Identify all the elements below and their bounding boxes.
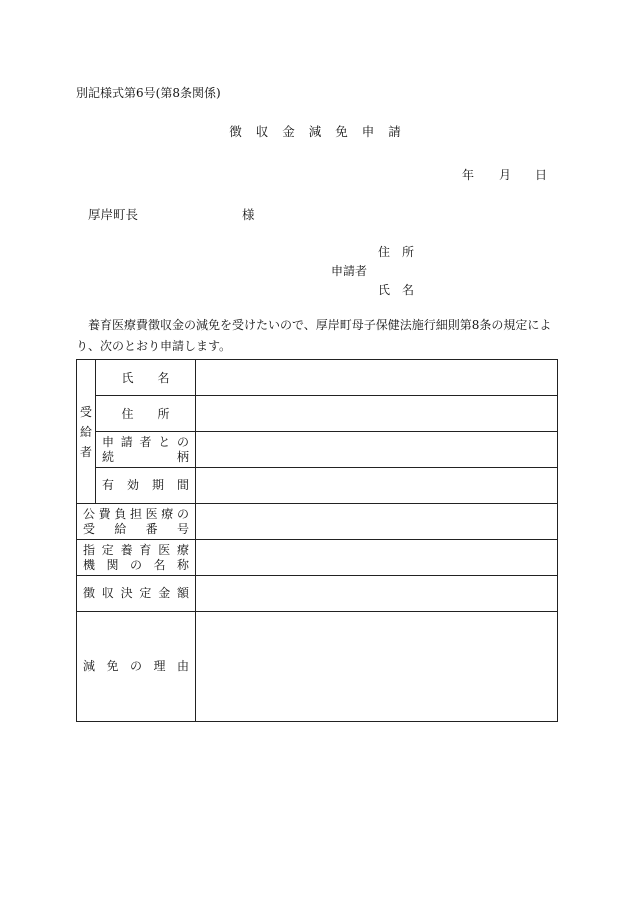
label-char: 額 [176, 586, 189, 600]
label-char: 受 [83, 521, 96, 536]
label-char: 理 [153, 659, 166, 673]
relation-label [96, 432, 196, 468]
public-number-label [77, 504, 196, 540]
institution-label-line1 [77, 543, 195, 558]
label-char: 有 [102, 478, 115, 492]
label-char: 決 [120, 586, 133, 600]
recipient-name-label: 氏 名 [96, 360, 196, 396]
label-char: 担 [129, 506, 142, 521]
date-month-label: 月 [499, 168, 512, 182]
label-char: 名 [153, 557, 166, 572]
label-char: 負 [114, 506, 127, 521]
label-char: 定 [101, 542, 114, 557]
label-char: 免 [106, 659, 119, 673]
label-char: 期 [151, 478, 164, 492]
public-number-label-line2 [77, 522, 195, 537]
title-char: 金 [282, 124, 295, 139]
institution-field[interactable] [196, 540, 558, 576]
label-char: 定 [139, 586, 152, 600]
label-char: の [129, 659, 142, 673]
reason-field[interactable] [196, 612, 558, 722]
label-char: 減 [83, 659, 96, 673]
honorific: 様 [242, 207, 255, 222]
group-char: 者 [79, 444, 92, 459]
label-char: 医 [158, 542, 171, 557]
addressee: 厚岸町長 [88, 207, 139, 222]
label-char: 者 [139, 434, 152, 449]
label-char: 養 [120, 542, 133, 557]
label-char: 金 [158, 586, 171, 600]
institution-label [77, 540, 196, 576]
label-char: 号 [176, 521, 189, 536]
request-statement: 養育医療費徴収金の減免を受けたいので、厚岸町母子保健法施行細則第8条の規定により、次のとおり申請します。 [76, 318, 552, 353]
label-char: 請 [120, 434, 133, 449]
group-char: 受 [79, 404, 92, 419]
date-year-label: 年 [462, 168, 475, 182]
label-char: 指 [83, 542, 96, 557]
label-char: 申 [102, 434, 115, 449]
label-char: と [158, 434, 171, 449]
recipient-group-label [77, 360, 96, 504]
label-char: 育 [139, 542, 152, 557]
label-char: 続 [102, 449, 115, 464]
label-char: の [176, 434, 189, 449]
label-char: 関 [106, 557, 119, 572]
form-number: 別記様式第6号(第8条関係) [76, 86, 221, 100]
label-char: 由 [176, 659, 189, 673]
applicant-label: 申請者 [331, 264, 368, 278]
amount-field[interactable] [196, 576, 558, 612]
reason-label [77, 612, 196, 722]
applicant-name-label: 氏 名 [378, 283, 415, 297]
label-char: 柄 [176, 449, 189, 464]
title-char: 徴 [229, 124, 242, 139]
label-char: 機 [83, 557, 96, 572]
label-char: の [176, 506, 189, 521]
title-char: 収 [255, 124, 269, 139]
label-char: 費 [98, 506, 111, 521]
date-day-label: 日 [535, 168, 548, 182]
relation-label-line1 [96, 435, 195, 450]
label-char: 療 [176, 542, 189, 557]
public-number-field[interactable] [196, 504, 558, 540]
label-char: 公 [83, 506, 96, 521]
label-char: 間 [176, 478, 189, 492]
group-char: 給 [79, 424, 92, 439]
recipient-address-field[interactable] [196, 396, 558, 432]
title-char: 免 [335, 124, 348, 139]
institution-label-line2 [77, 558, 195, 573]
label-char: 称 [176, 557, 189, 572]
applicant-address-label: 住 所 [378, 245, 415, 259]
label-char: 収 [101, 586, 114, 600]
relation-field[interactable] [196, 432, 558, 468]
validity-field[interactable] [196, 468, 558, 504]
label-char: 効 [126, 478, 139, 492]
label-char: 番 [145, 521, 158, 536]
label-char: 医 [145, 506, 158, 521]
validity-label [96, 468, 196, 504]
application-table [76, 359, 558, 722]
amount-label [77, 576, 196, 612]
label-char: の [129, 557, 142, 572]
label-char: 徴 [83, 586, 96, 600]
title-char: 申 [361, 124, 375, 139]
document-title [0, 122, 630, 140]
relation-label-line2 [96, 450, 195, 465]
recipient-name-field[interactable] [196, 360, 558, 396]
title-char: 減 [308, 124, 322, 139]
label-char: 療 [161, 506, 174, 521]
recipient-address-label: 住 所 [96, 396, 196, 432]
title-char: 請 [388, 124, 401, 139]
label-char: 給 [114, 521, 127, 536]
public-number-label-line1 [77, 507, 195, 522]
